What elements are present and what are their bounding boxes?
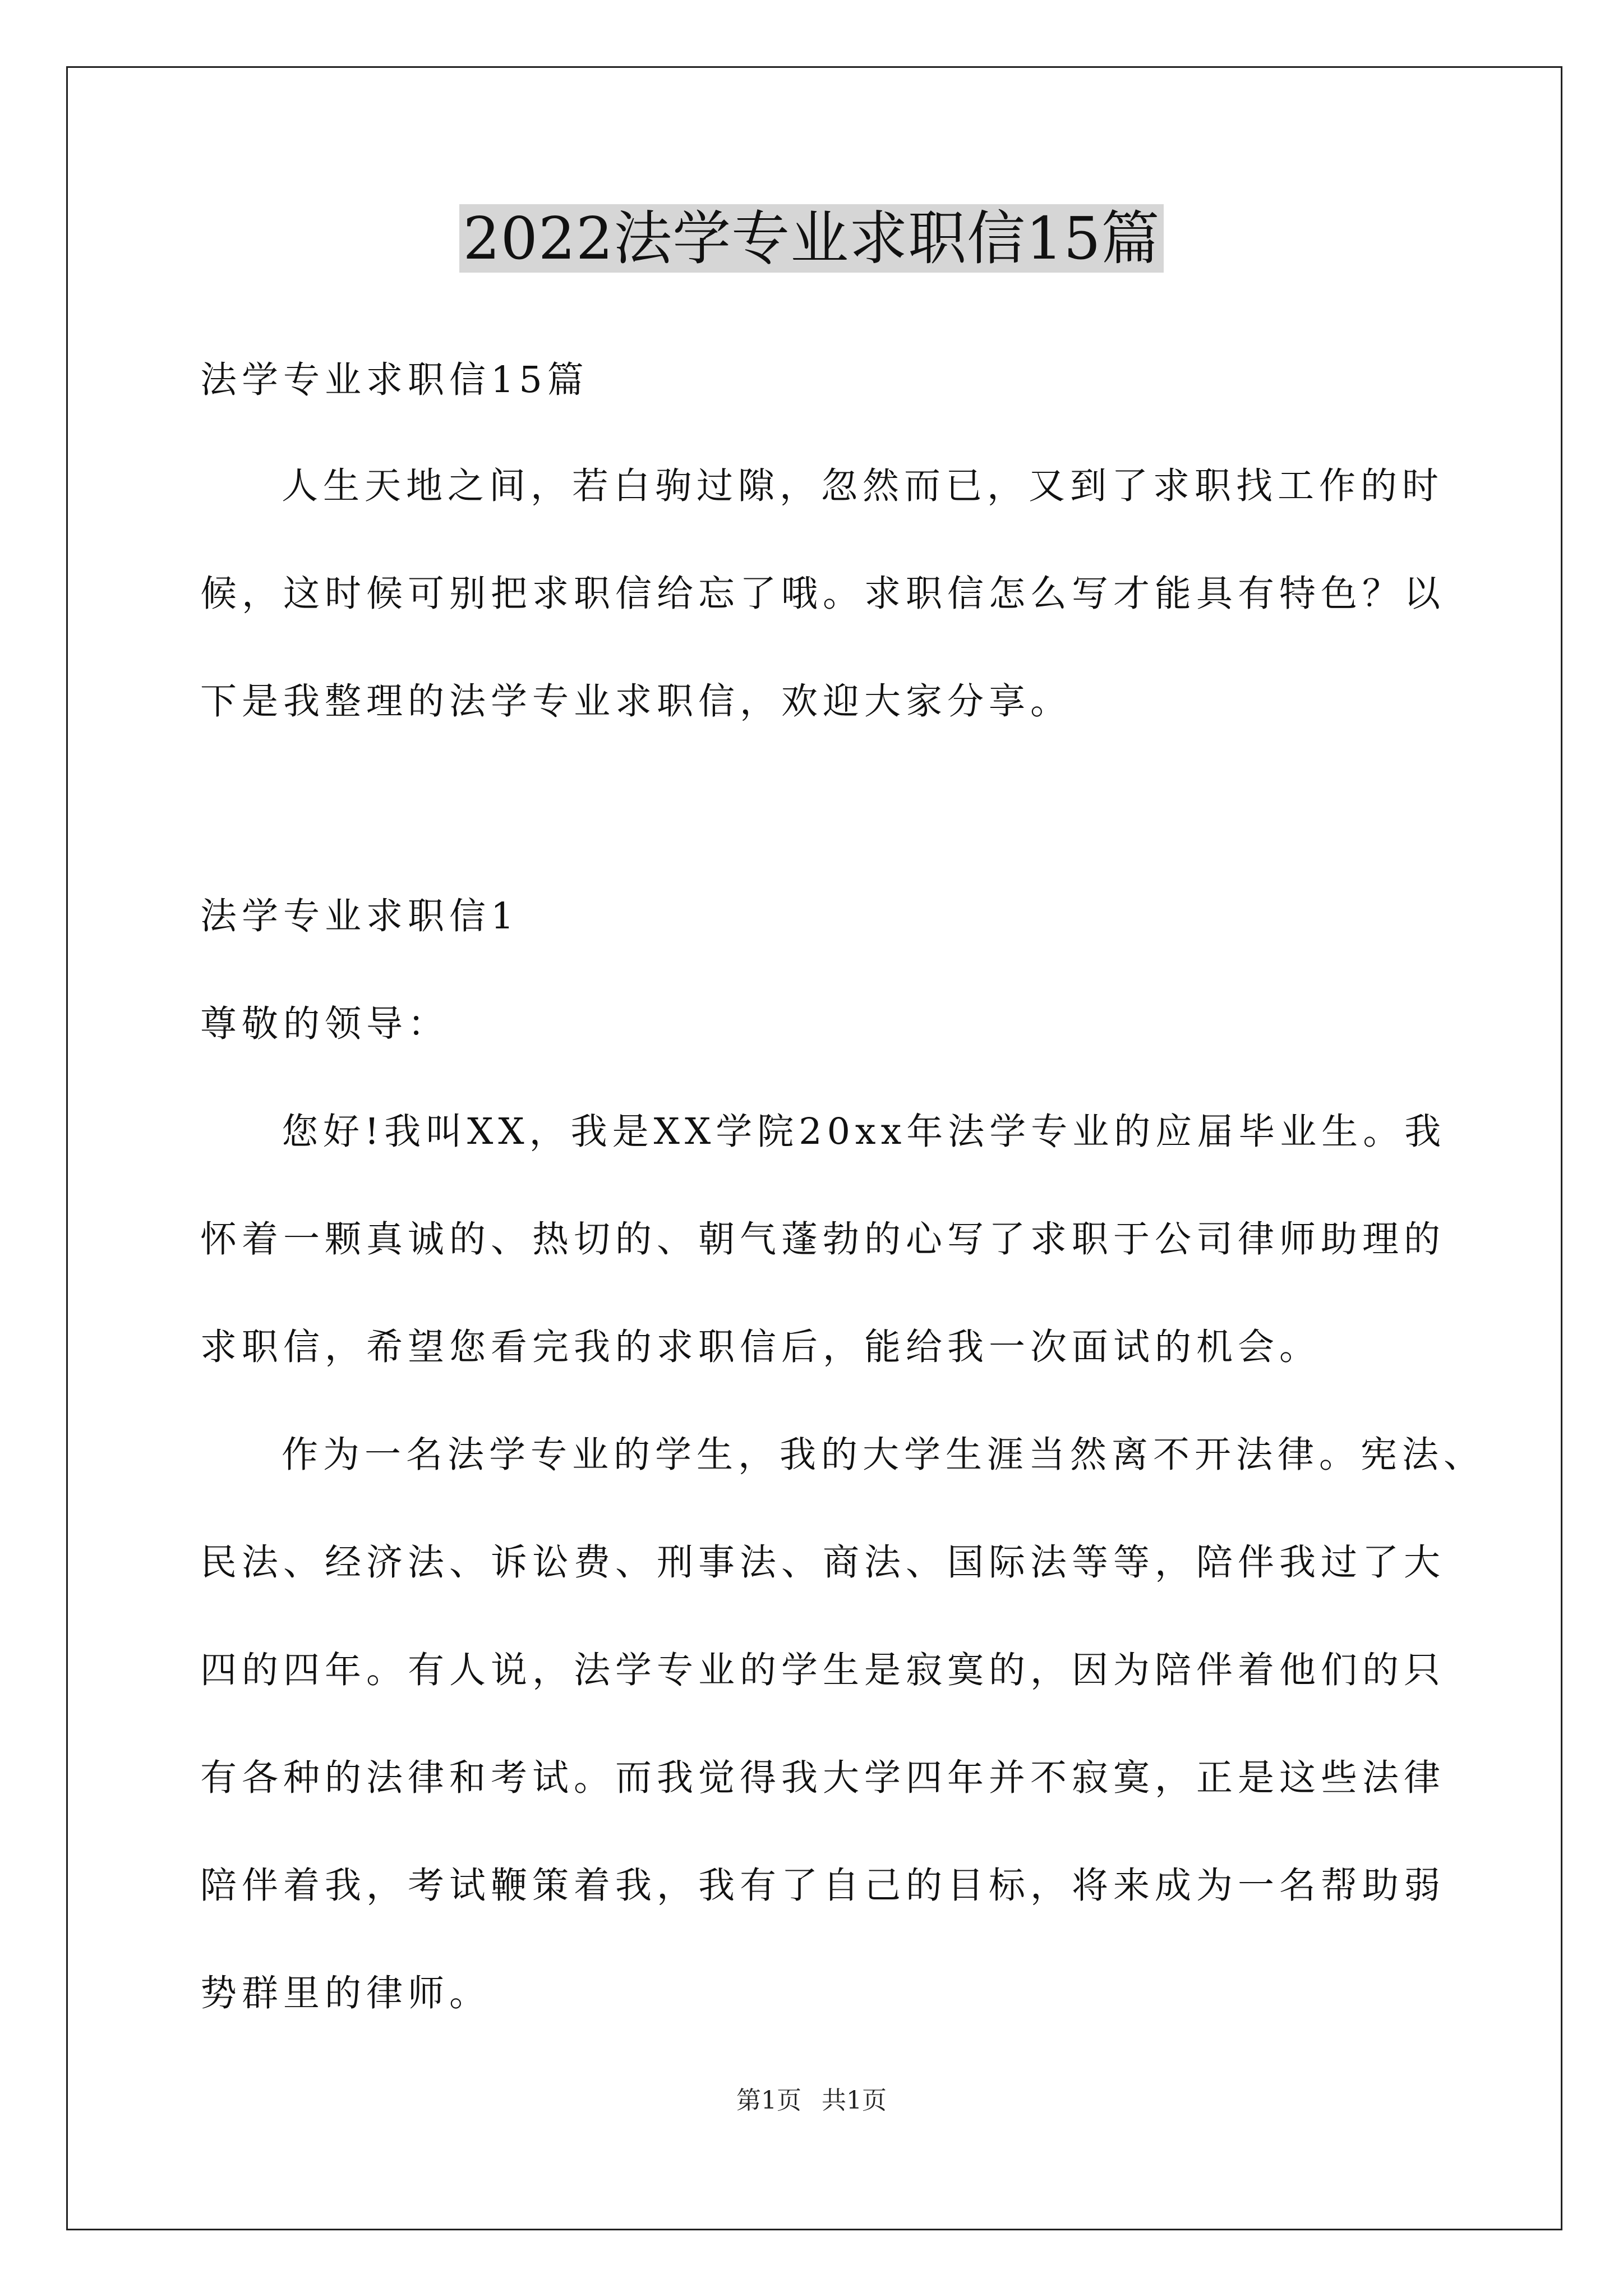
paragraph-line: 求职信，希望您看完我的求职信后，能给我一次面试的机会。 [200,1326,1321,1368]
section-heading: 法学专业求职信1 [200,895,519,937]
paragraph-line: 民法、经济法、诉讼费、刑事法、商法、国际法等等，陪伴我过了大 [200,1542,1446,1584]
paragraph-line: 您好!我叫XX，我是XX学院20xx年法学专业的应届毕业生。我 [282,1111,1446,1153]
page-footer [0,2084,1623,2118]
page-number-total: 共1页 [822,2086,887,2115]
paragraph-line: 作为一名法学专业的学生，我的大学生涯当然离不开法律。宪法、 [282,1434,1486,1476]
document-title-text: 2022法学专业求职信15篇 [459,204,1163,273]
document-title [0,199,1623,278]
page-number-current: 第1页 [736,2086,801,2115]
paragraph-line: 怀着一颗真诚的、热切的、朝气蓬勃的心写了求职于公司律师助理的 [200,1218,1446,1260]
document-subtitle: 法学专业求职信15篇 [200,359,589,401]
paragraph-line: 势群里的律师。 [200,1972,491,2014]
paragraph-line: 四的四年。有人说，法学专业的学生是寂寞的，因为陪伴着他们的只 [200,1649,1446,1691]
paragraph-line: 陪伴着我，考试鞭策着我，我有了自己的目标，将来成为一名帮助弱 [200,1865,1446,1907]
intro-line: 候，这时候可别把求职信给忘了哦。求职信怎么写才能具有特色？以 [200,573,1446,615]
intro-line: 人生天地之间，若白驹过隙，忽然而已，又到了求职找工作的时 [282,465,1444,507]
paragraph-line: 有各种的法律和考试。而我觉得我大学四年并不寂寞，正是这些法律 [200,1757,1446,1799]
intro-line: 下是我整理的法学专业求职信，欢迎大家分享。 [200,680,1072,723]
salutation: 尊敬的领导： [200,1003,450,1045]
